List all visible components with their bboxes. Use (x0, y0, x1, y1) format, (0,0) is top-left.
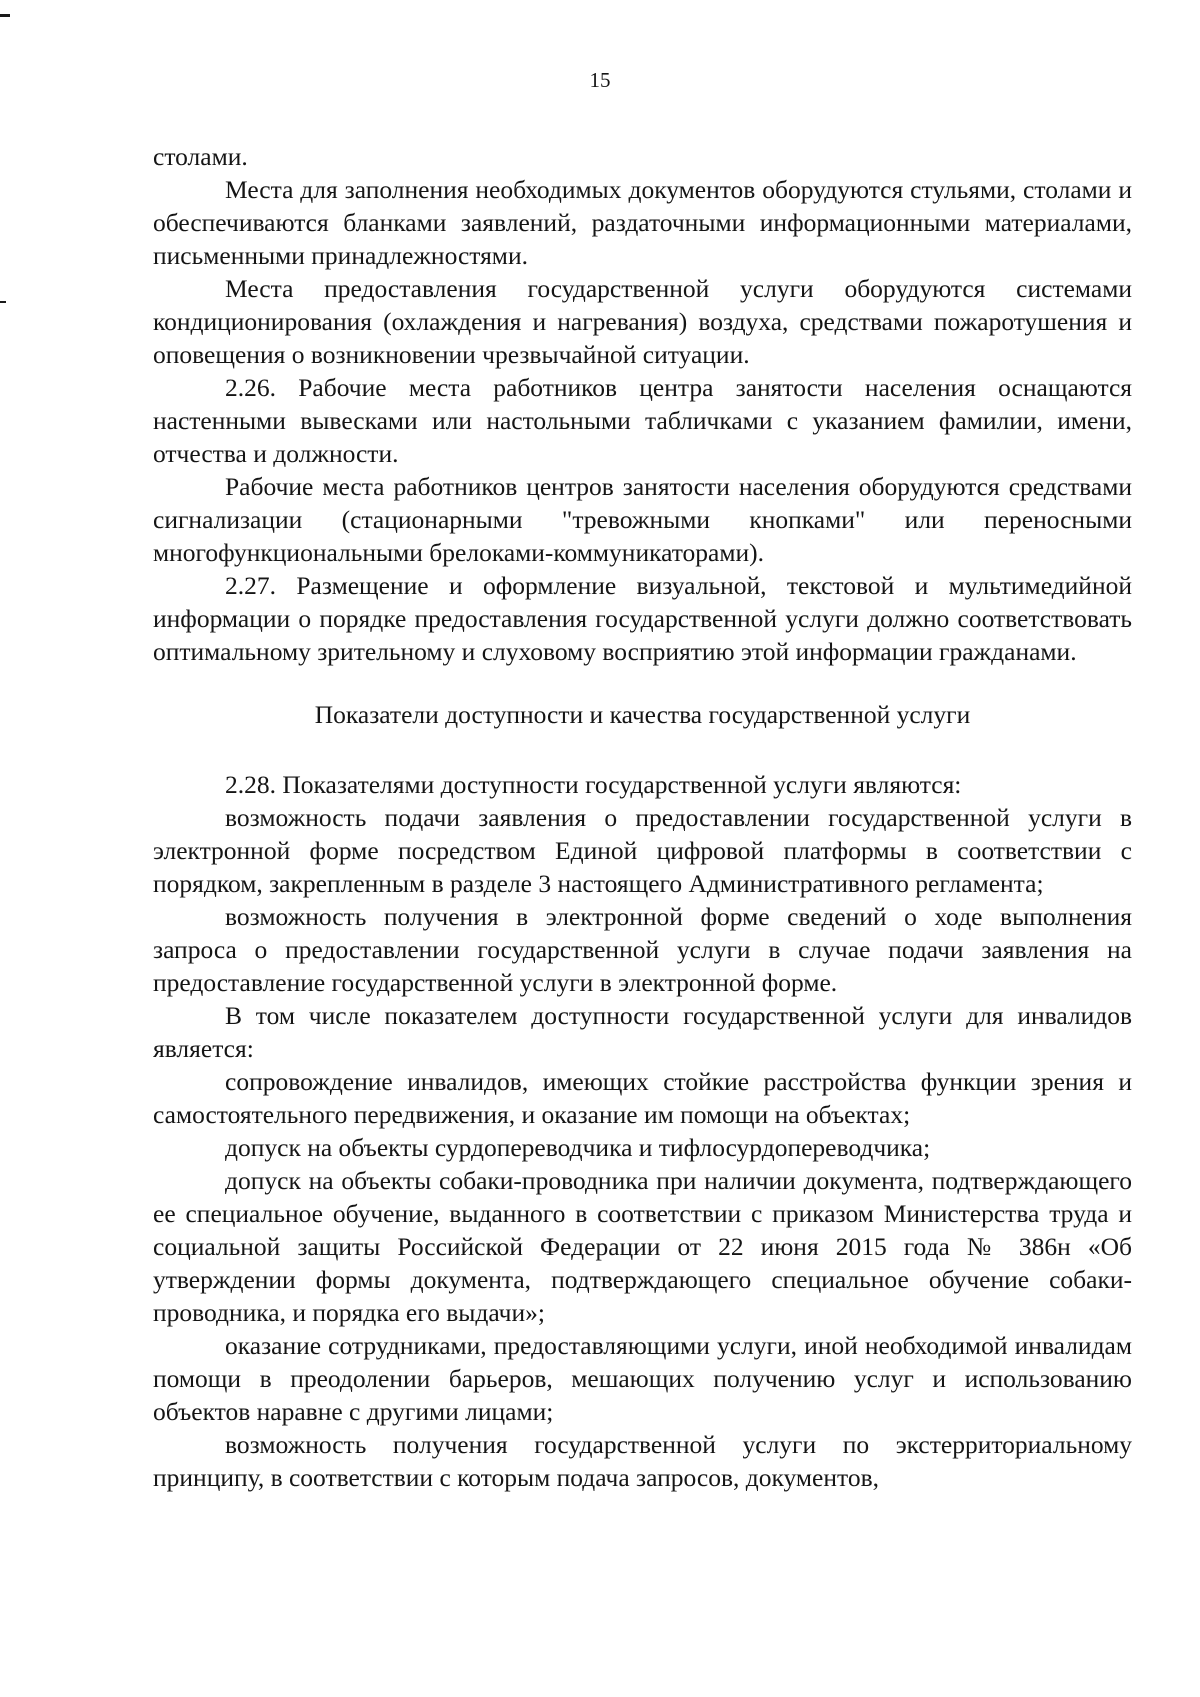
paragraph: сопровождение инвалидов, имеющих стойкие расстройства функции зрения и самостоятельного передвижения, и оказание им помощи на объектах; (153, 1067, 1132, 1129)
paragraph: столами. (153, 142, 248, 171)
paragraph: 2.27. Размещение и оформление визуальной, текстовой и мультимедийной информации о порядке предоставления государственной услуги должно соответствовать оптимальному зрительному и слуховому восприятию этой информации гражданами. (153, 571, 1132, 666)
paragraph: оказание сотрудниками, предоставляющими услуги, иной необходимой инвалидам помощи в преодолении барьеров, мешающих получению услуг и использованию объектов наравне с другими лицами; (153, 1331, 1132, 1426)
paragraph: возможность получения в электронной форме сведений о ходе выполнения запроса о предоставлении государственной услуги в случае подачи заявления на предоставление государственной услуги в электронной форме. (153, 902, 1132, 997)
page-number: 15 (589, 68, 611, 92)
paragraph: возможность подачи заявления о предоставлении государственной услуги в электронной форме посредством Единой цифровой платформы в соответствии с порядком, закрепленным в разделе 3 настоящего Административного регламента; (153, 803, 1132, 898)
document-body (153, 140, 1132, 1494)
paragraph: допуск на объекты собаки-проводника при наличии документа, подтверждающего ее специальное обучение, выданного в соответствии с приказом Министерства труда и социальной защиты Российской Федерации от 22 июня 2015 года № 386н «Об утверждении формы документа, подтверждающего специальное обучение собаки-проводника, и порядка его выдачи»; (153, 1166, 1132, 1327)
paragraph: В том числе показателем доступности государственной услуги для инвалидов является: (153, 1001, 1132, 1063)
paragraph: допуск на объекты сурдопереводчика и тифлосурдопереводчика; (225, 1133, 931, 1162)
paragraph: 2.28. Показателями доступности государственной услуги являются: (225, 770, 962, 799)
paragraph: Рабочие места работников центров занятости населения оборудуются средствами сигнализации (стационарными "тревожными кнопками" или переносными многофункциональными брелоками-коммуникаторами). (153, 472, 1132, 567)
paragraph: Места для заполнения необходимых документов оборудуются стульями, столами и обеспечиваются бланками заявлений, раздаточными информационными материалами, письменными принадлежностями. (153, 175, 1132, 270)
scan-edge-mark (0, 14, 10, 17)
paragraph: Места предоставления государственной услуги оборудуются системами кондиционирования (охлаждения и нагревания) воздуха, средствами пожаротушения и оповещения о возникновении чрезвычайной ситуации. (153, 274, 1132, 369)
scan-edge-mark (0, 301, 6, 303)
paragraph: возможность получения государственной услуги по экстерриториальному принципу, в соответствии с которым подача запросов, документов, (153, 1430, 1132, 1492)
paragraph: 2.26. Рабочие места работников центра занятости населения оснащаются настенными вывесками или настольными табличками с указанием фамилии, имени, отчества и должности. (153, 373, 1132, 468)
section-heading: Показатели доступности и качества государственной услуги (314, 700, 971, 729)
